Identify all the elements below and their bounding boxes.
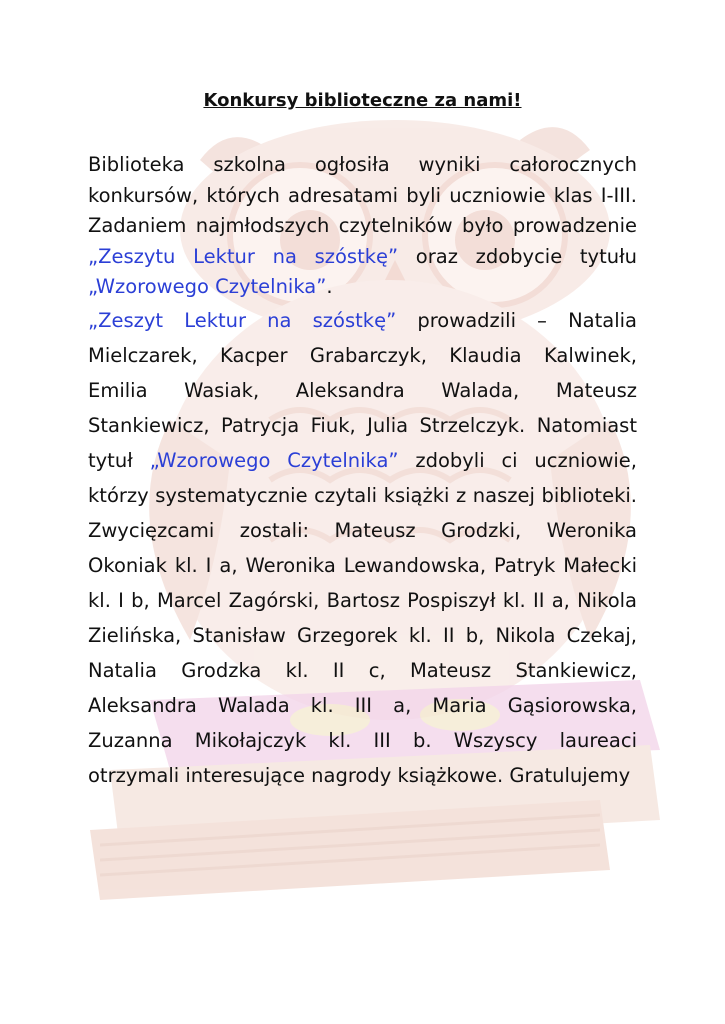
paragraph-intro-text-3: . (326, 275, 333, 298)
paragraph-winners-text-1: prowadzili – Natalia Mielczarek, Kacper Grabarczyk, Klaudia Kalwinek, Emilia Wasiak, Aleksandra Walada, Mateusz Stankiewicz, Patrycja Fiuk, Julia Strzelczyk. Natomiast tytuł (88, 308, 637, 472)
document-body (88, 88, 637, 793)
document-title: Konkursy biblioteczne za nami! (203, 90, 522, 111)
paragraph-intro-text-1: Biblioteka szkolna ogłosiła wyniki całorocznych konkursów, których adresatami byli uczniowie klas I-III. Zadaniem najmłodszych czytelników było prowadzenie (88, 153, 637, 237)
highlight-zeszyt-lektur: „Zeszytu Lektur na szóstkę” (88, 244, 399, 268)
paragraph-intro-text-2: oraz zdobycie tytułu (398, 244, 637, 268)
highlight-zeszyt-lektur-2: „Zeszyt Lektur na szóstkę” (88, 308, 397, 332)
highlight-wzorowy-czytelnik: „Wzorowego Czytelnika” (88, 275, 327, 298)
paragraph-winners (88, 303, 637, 793)
paragraph-winners-text-2: zdobyli ci uczniowie, którzy systematycznie czytali książki z naszej biblioteki. Zwycięzcami zostali: Mateusz Grodzki, Weronika Okoniak kl. I a, Weronika Lewandowska, Patryk Małecki kl. I b, Marcel Zagórski, Bartosz Pospiszył kl. II a, Nikola Zielińska, Stanisław Grzegorek kl. II b, Nikola Czekaj, Natalia Grodzka kl. II c, Mateusz Stankiewicz, Aleksandra Walada kl. III a, Maria Gąsiorowska, Zuzanna Mikołajczyk kl. III b. Wszyscy laureaci otrzymali interesujące nagrody książkowe. Gratulujemy (88, 448, 638, 787)
paragraph-intro (88, 150, 637, 303)
highlight-wzorowy-czytelnik-2: „Wzorowego Czytelnika” (149, 448, 399, 472)
